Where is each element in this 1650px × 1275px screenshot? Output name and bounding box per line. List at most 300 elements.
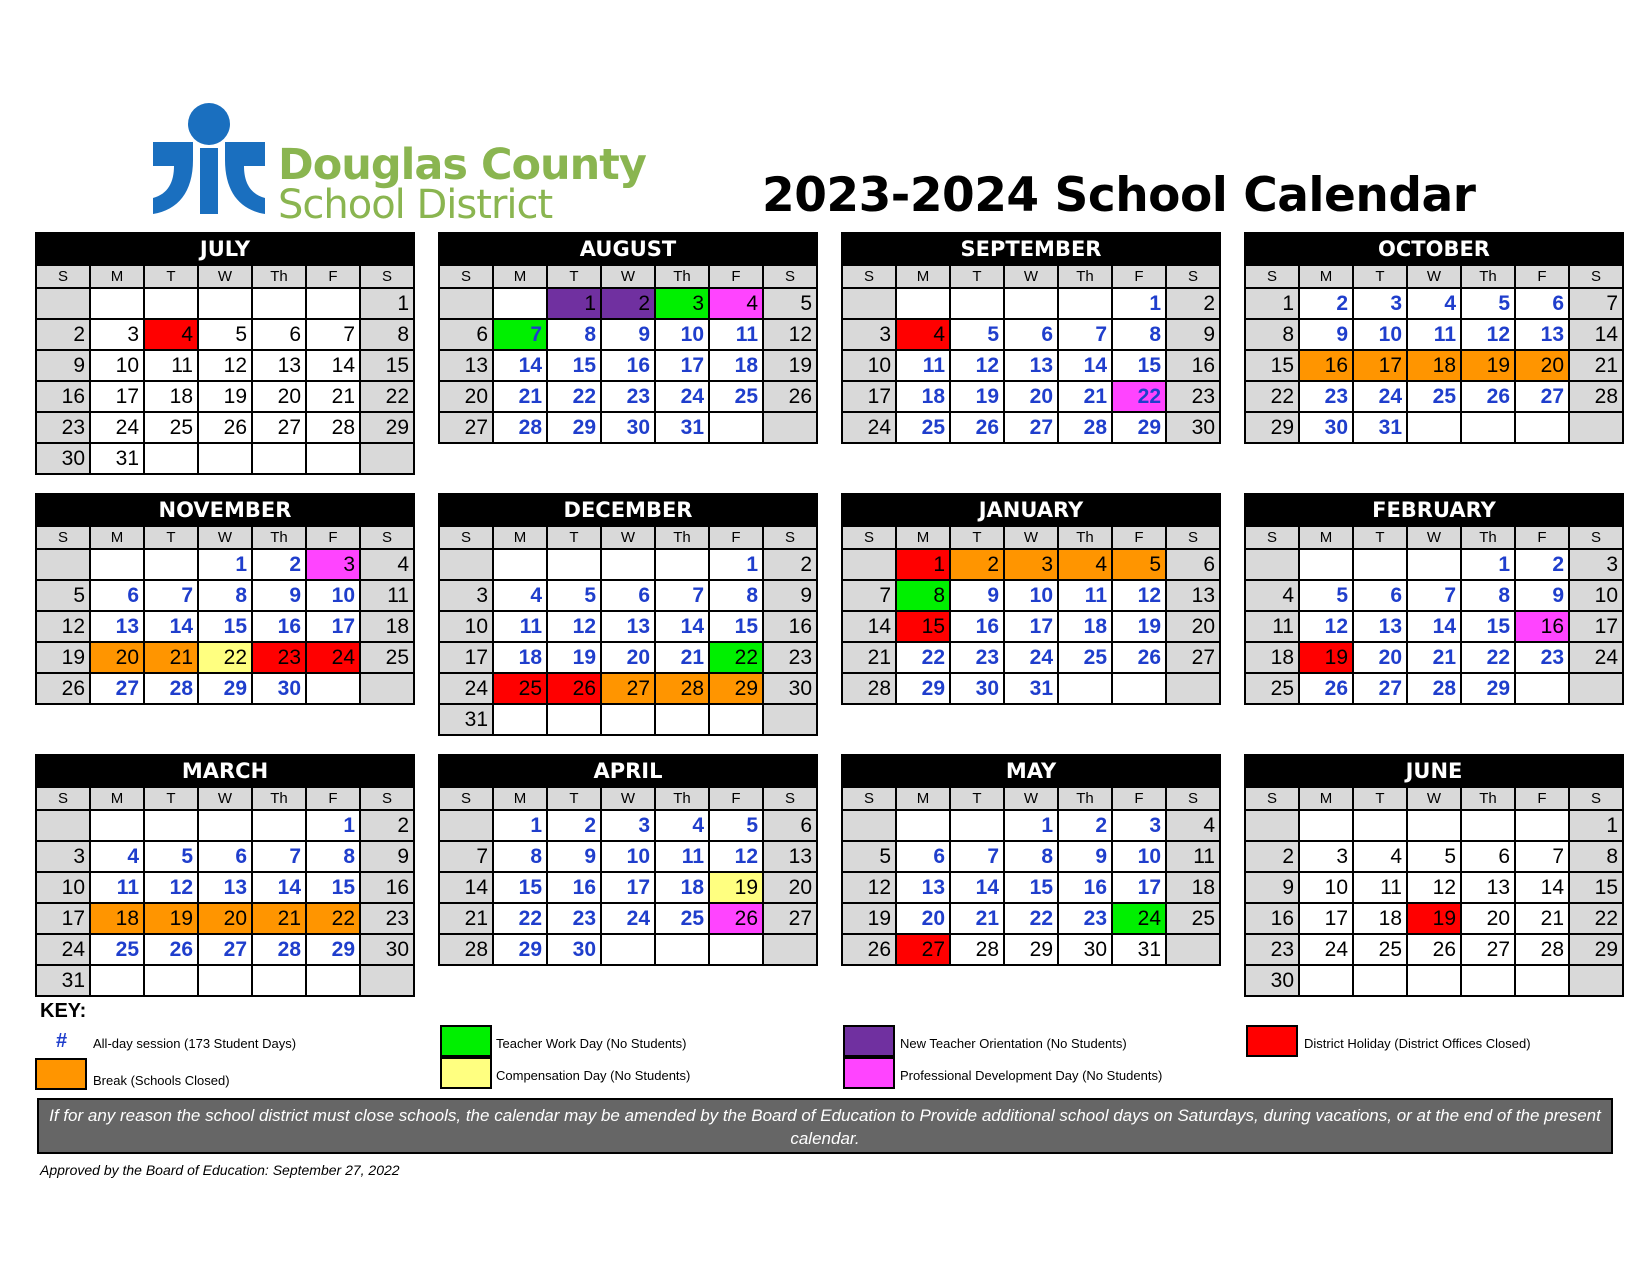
empty-day-cell — [253, 289, 305, 318]
empty-day-cell — [1246, 811, 1298, 840]
empty-day-cell — [91, 289, 143, 318]
weekday-header: S — [1246, 266, 1298, 287]
day-cell: 16 — [1516, 612, 1568, 641]
empty-day-cell — [1516, 413, 1568, 442]
day-cell: 24 — [656, 382, 708, 411]
empty-day-cell — [1570, 674, 1622, 703]
day-cell: 21 — [656, 643, 708, 672]
empty-day-cell — [764, 413, 816, 442]
empty-day-cell — [1059, 674, 1111, 703]
day-cell: 26 — [37, 674, 89, 703]
day-cell: 26 — [1462, 382, 1514, 411]
day-cell: 16 — [361, 873, 413, 902]
month-june — [1244, 754, 1624, 997]
day-cell: 12 — [843, 873, 895, 902]
month-name: SEPTEMBER — [960, 237, 1102, 261]
day-cell: 22 — [548, 382, 600, 411]
day-cell: 18 — [1408, 351, 1460, 380]
day-cell: 5 — [951, 320, 1003, 349]
empty-day-cell — [951, 811, 1003, 840]
month-grid — [37, 264, 413, 473]
key-title: KEY: — [40, 1000, 87, 1022]
month-name: DECEMBER — [563, 498, 693, 522]
day-cell: 30 — [361, 935, 413, 964]
day-cell: 20 — [440, 382, 492, 411]
day-cell: 8 — [1246, 320, 1298, 349]
weekday-header: S — [1167, 527, 1219, 548]
empty-day-cell — [1300, 966, 1352, 995]
empty-day-cell — [253, 444, 305, 473]
weekday-header: Th — [656, 527, 708, 548]
empty-day-cell — [145, 289, 197, 318]
day-cell: 15 — [1570, 873, 1622, 902]
day-cell: 28 — [145, 674, 197, 703]
day-cell: 20 — [1167, 612, 1219, 641]
weekday-header: S — [1570, 527, 1622, 548]
day-cell: 8 — [710, 581, 762, 610]
day-cell: 24 — [37, 935, 89, 964]
weekday-header: M — [1300, 788, 1352, 809]
amendment-notice: If for any reason the school district must close schools, the calendar may be amended by the Board of Education to Provide additional school days on Saturdays, during vacations, or at the end of the present calendar. — [37, 1098, 1613, 1154]
weekday-header: S — [1246, 788, 1298, 809]
weekday-header: Th — [1059, 527, 1111, 548]
day-cell: 16 — [548, 873, 600, 902]
day-cell: 2 — [548, 811, 600, 840]
day-cell: 8 — [307, 842, 359, 871]
day-cell: 8 — [1005, 842, 1057, 871]
empty-day-cell — [361, 674, 413, 703]
day-cell: 7 — [145, 581, 197, 610]
day-cell: 25 — [494, 674, 546, 703]
day-cell: 26 — [764, 382, 816, 411]
weekday-header: S — [764, 266, 816, 287]
day-cell: 28 — [307, 413, 359, 442]
month-name: FEBRUARY — [1372, 498, 1496, 522]
day-cell: 15 — [897, 612, 949, 641]
day-cell: 17 — [91, 382, 143, 411]
empty-day-cell — [37, 550, 89, 579]
district-logo-icon — [150, 102, 275, 222]
empty-day-cell — [1059, 289, 1111, 318]
empty-day-cell — [1462, 966, 1514, 995]
day-cell: 30 — [951, 674, 1003, 703]
day-cell: 7 — [253, 842, 305, 871]
day-cell: 28 — [1516, 935, 1568, 964]
day-cell: 28 — [1570, 382, 1622, 411]
day-cell: 13 — [1354, 612, 1406, 641]
day-cell: 3 — [37, 842, 89, 871]
day-cell: 20 — [602, 643, 654, 672]
empty-day-cell — [548, 705, 600, 734]
weekday-header: Th — [656, 266, 708, 287]
day-cell: 28 — [1059, 413, 1111, 442]
day-cell: 5 — [1300, 581, 1352, 610]
day-cell: 18 — [91, 904, 143, 933]
day-cell: 25 — [1246, 674, 1298, 703]
empty-day-cell — [440, 550, 492, 579]
day-cell: 6 — [253, 320, 305, 349]
day-cell: 13 — [440, 351, 492, 380]
day-cell: 12 — [548, 612, 600, 641]
day-cell: 12 — [199, 351, 251, 380]
day-cell: 26 — [199, 413, 251, 442]
day-cell: 5 — [145, 842, 197, 871]
day-cell: 3 — [307, 550, 359, 579]
day-cell: 15 — [1246, 351, 1298, 380]
weekday-header: Th — [1462, 266, 1514, 287]
day-cell: 11 — [1246, 612, 1298, 641]
day-cell: 29 — [199, 674, 251, 703]
month-december — [438, 493, 818, 736]
day-cell: 11 — [91, 873, 143, 902]
logo-text-line2: School District — [278, 182, 553, 228]
day-cell: 30 — [253, 674, 305, 703]
day-cell: 10 — [602, 842, 654, 871]
month-grid — [1246, 786, 1622, 995]
weekday-header: S — [361, 788, 413, 809]
day-cell: 16 — [1059, 873, 1111, 902]
day-cell: 14 — [494, 351, 546, 380]
day-cell: 11 — [1059, 581, 1111, 610]
day-cell: 1 — [1570, 811, 1622, 840]
day-cell: 10 — [91, 351, 143, 380]
day-cell: 23 — [548, 904, 600, 933]
day-cell: 14 — [843, 612, 895, 641]
day-cell: 14 — [951, 873, 1003, 902]
day-cell: 10 — [37, 873, 89, 902]
day-cell: 23 — [951, 643, 1003, 672]
day-cell: 5 — [1462, 289, 1514, 318]
day-cell: 1 — [710, 550, 762, 579]
day-cell: 10 — [307, 581, 359, 610]
empty-day-cell — [1300, 550, 1352, 579]
day-cell: 16 — [602, 351, 654, 380]
day-cell: 21 — [1408, 643, 1460, 672]
day-cell: 22 — [1246, 382, 1298, 411]
empty-day-cell — [1516, 674, 1568, 703]
day-cell: 21 — [1516, 904, 1568, 933]
day-cell: 15 — [199, 612, 251, 641]
empty-day-cell — [307, 674, 359, 703]
day-cell: 10 — [843, 351, 895, 380]
day-cell: 4 — [361, 550, 413, 579]
day-cell: 7 — [1059, 320, 1111, 349]
month-november — [35, 493, 415, 705]
day-cell: 6 — [1005, 320, 1057, 349]
day-cell: 1 — [494, 811, 546, 840]
day-cell: 15 — [710, 612, 762, 641]
day-cell: 17 — [1005, 612, 1057, 641]
month-grid — [440, 264, 816, 442]
weekday-header: S — [843, 527, 895, 548]
empty-day-cell — [1113, 674, 1165, 703]
weekday-header: F — [710, 527, 762, 548]
day-cell: 14 — [656, 612, 708, 641]
day-cell: 8 — [494, 842, 546, 871]
weekday-header: F — [710, 266, 762, 287]
day-cell: 25 — [1059, 643, 1111, 672]
empty-day-cell — [1516, 811, 1568, 840]
day-cell: 4 — [145, 320, 197, 349]
day-cell: 17 — [843, 382, 895, 411]
weekday-header: M — [897, 266, 949, 287]
day-cell: 15 — [494, 873, 546, 902]
day-cell: 13 — [1462, 873, 1514, 902]
empty-day-cell — [656, 935, 708, 964]
empty-day-cell — [1300, 811, 1352, 840]
day-cell: 11 — [1167, 842, 1219, 871]
day-cell: 9 — [602, 320, 654, 349]
key-compensation-label: Compensation Day (No Students) — [496, 1068, 691, 1083]
day-cell: 2 — [951, 550, 1003, 579]
logo-text-line1: Douglas County — [278, 140, 646, 190]
weekday-header: T — [548, 266, 600, 287]
day-cell: 9 — [1246, 873, 1298, 902]
day-cell: 21 — [951, 904, 1003, 933]
day-cell: 6 — [199, 842, 251, 871]
day-cell: 9 — [253, 581, 305, 610]
day-cell: 11 — [494, 612, 546, 641]
day-cell: 23 — [1516, 643, 1568, 672]
empty-day-cell — [843, 550, 895, 579]
day-cell: 3 — [1300, 842, 1352, 871]
day-cell: 5 — [764, 289, 816, 318]
key-compensation-swatch — [440, 1057, 492, 1089]
day-cell: 11 — [656, 842, 708, 871]
weekday-header: F — [307, 788, 359, 809]
day-cell: 16 — [37, 382, 89, 411]
day-cell: 17 — [602, 873, 654, 902]
day-cell: 28 — [1408, 674, 1460, 703]
day-cell: 29 — [1113, 413, 1165, 442]
empty-day-cell — [494, 289, 546, 318]
day-cell: 18 — [897, 382, 949, 411]
day-cell: 16 — [1300, 351, 1352, 380]
day-cell: 27 — [1167, 643, 1219, 672]
day-cell: 22 — [897, 643, 949, 672]
weekday-header: W — [602, 788, 654, 809]
day-cell: 13 — [602, 612, 654, 641]
day-cell: 31 — [1354, 413, 1406, 442]
day-cell: 19 — [37, 643, 89, 672]
day-cell: 5 — [37, 581, 89, 610]
day-cell: 22 — [1570, 904, 1622, 933]
day-cell: 25 — [1167, 904, 1219, 933]
day-cell: 11 — [1354, 873, 1406, 902]
weekday-header: W — [1408, 527, 1460, 548]
weekday-header: M — [1300, 527, 1352, 548]
day-cell: 23 — [37, 413, 89, 442]
day-cell: 1 — [1246, 289, 1298, 318]
day-cell: 23 — [361, 904, 413, 933]
day-cell: 19 — [145, 904, 197, 933]
day-cell: 21 — [843, 643, 895, 672]
day-cell: 19 — [843, 904, 895, 933]
weekday-header: S — [1167, 788, 1219, 809]
empty-day-cell — [440, 289, 492, 318]
weekday-header: M — [494, 527, 546, 548]
empty-day-cell — [710, 705, 762, 734]
day-cell: 24 — [843, 413, 895, 442]
month-name: NOVEMBER — [158, 498, 292, 522]
day-cell: 9 — [1167, 320, 1219, 349]
month-february — [1244, 493, 1624, 705]
empty-day-cell — [710, 935, 762, 964]
day-cell: 16 — [764, 612, 816, 641]
day-cell: 29 — [897, 674, 949, 703]
empty-day-cell — [199, 811, 251, 840]
empty-day-cell — [361, 444, 413, 473]
day-cell: 26 — [951, 413, 1003, 442]
weekday-header: Th — [1462, 527, 1514, 548]
day-cell: 4 — [1167, 811, 1219, 840]
weekday-header: F — [307, 266, 359, 287]
day-cell: 31 — [440, 705, 492, 734]
day-cell: 31 — [91, 444, 143, 473]
day-cell: 22 — [199, 643, 251, 672]
day-cell: 18 — [1354, 904, 1406, 933]
weekday-header: M — [91, 527, 143, 548]
day-cell: 12 — [1113, 581, 1165, 610]
day-cell: 19 — [1113, 612, 1165, 641]
empty-day-cell — [1167, 935, 1219, 964]
key-prof-dev-label: Professional Development Day (No Students) — [900, 1068, 1163, 1083]
empty-day-cell — [145, 811, 197, 840]
day-cell: 7 — [656, 581, 708, 610]
weekday-header: T — [1354, 527, 1406, 548]
day-cell: 6 — [602, 581, 654, 610]
day-cell: 12 — [1408, 873, 1460, 902]
day-cell: 6 — [897, 842, 949, 871]
day-cell: 23 — [764, 643, 816, 672]
day-cell: 15 — [1113, 351, 1165, 380]
weekday-header: M — [494, 788, 546, 809]
day-cell: 3 — [1570, 550, 1622, 579]
day-cell: 21 — [494, 382, 546, 411]
day-cell: 14 — [440, 873, 492, 902]
key-prof-dev-swatch — [843, 1057, 895, 1089]
empty-day-cell — [1354, 550, 1406, 579]
all-day-session-symbol: # — [56, 1030, 68, 1052]
day-cell: 22 — [307, 904, 359, 933]
key-all-day-label: All-day session (173 Student Days) — [93, 1036, 297, 1051]
day-cell: 18 — [361, 612, 413, 641]
day-cell: 22 — [361, 382, 413, 411]
day-cell: 25 — [91, 935, 143, 964]
key-holiday-label: District Holiday (District Offices Closed) — [1304, 1036, 1531, 1051]
day-cell: 1 — [1462, 550, 1514, 579]
weekday-header: S — [1246, 527, 1298, 548]
day-cell: 29 — [494, 935, 546, 964]
day-cell: 27 — [1354, 674, 1406, 703]
day-cell: 7 — [307, 320, 359, 349]
key-holiday-swatch — [1246, 1025, 1298, 1057]
weekday-header: T — [951, 788, 1003, 809]
day-cell: 1 — [897, 550, 949, 579]
day-cell: 4 — [897, 320, 949, 349]
day-cell: 6 — [1167, 550, 1219, 579]
day-cell: 30 — [1300, 413, 1352, 442]
weekday-header: M — [1300, 266, 1352, 287]
day-cell: 27 — [602, 674, 654, 703]
day-cell: 5 — [843, 842, 895, 871]
empty-day-cell — [37, 811, 89, 840]
key-new-teacher-swatch — [843, 1025, 895, 1057]
empty-day-cell — [656, 705, 708, 734]
day-cell: 19 — [548, 643, 600, 672]
day-cell: 19 — [951, 382, 1003, 411]
day-cell: 15 — [1005, 873, 1057, 902]
day-cell: 19 — [1300, 643, 1352, 672]
day-cell: 28 — [951, 935, 1003, 964]
month-may — [841, 754, 1221, 966]
day-cell: 15 — [548, 351, 600, 380]
day-cell: 11 — [361, 581, 413, 610]
month-name: MARCH — [181, 759, 269, 783]
weekday-header: F — [1516, 266, 1568, 287]
day-cell: 13 — [199, 873, 251, 902]
weekday-header: Th — [1059, 788, 1111, 809]
day-cell: 28 — [843, 674, 895, 703]
month-august — [438, 232, 818, 444]
day-cell: 21 — [1570, 351, 1622, 380]
weekday-header: T — [951, 266, 1003, 287]
month-grid — [843, 786, 1219, 964]
empty-day-cell — [1408, 413, 1460, 442]
day-cell: 5 — [1113, 550, 1165, 579]
day-cell: 24 — [1354, 382, 1406, 411]
day-cell: 12 — [1462, 320, 1514, 349]
weekday-header: F — [1516, 527, 1568, 548]
day-cell: 19 — [1462, 351, 1514, 380]
day-cell: 30 — [1246, 966, 1298, 995]
weekday-header: S — [440, 788, 492, 809]
empty-day-cell — [199, 289, 251, 318]
empty-day-cell — [548, 550, 600, 579]
day-cell: 8 — [361, 320, 413, 349]
day-cell: 15 — [1462, 612, 1514, 641]
day-cell: 26 — [145, 935, 197, 964]
day-cell: 14 — [1570, 320, 1622, 349]
day-cell: 10 — [1300, 873, 1352, 902]
weekday-header: W — [199, 266, 251, 287]
day-cell: 25 — [897, 413, 949, 442]
day-cell: 27 — [199, 935, 251, 964]
weekday-header: S — [361, 527, 413, 548]
day-cell: 2 — [1300, 289, 1352, 318]
day-cell: 13 — [1005, 351, 1057, 380]
day-cell: 30 — [1059, 935, 1111, 964]
day-cell: 18 — [145, 382, 197, 411]
weekday-header: S — [37, 266, 89, 287]
day-cell: 24 — [1113, 904, 1165, 933]
day-cell: 7 — [440, 842, 492, 871]
day-cell: 28 — [656, 674, 708, 703]
day-cell: 17 — [1354, 351, 1406, 380]
day-cell: 5 — [548, 581, 600, 610]
day-cell: 4 — [1059, 550, 1111, 579]
day-cell: 14 — [1408, 612, 1460, 641]
empty-day-cell — [1005, 289, 1057, 318]
empty-day-cell — [1354, 966, 1406, 995]
day-cell: 26 — [843, 935, 895, 964]
empty-day-cell — [307, 966, 359, 995]
day-cell: 11 — [897, 351, 949, 380]
empty-day-cell — [1462, 811, 1514, 840]
day-cell: 1 — [307, 811, 359, 840]
empty-day-cell — [91, 811, 143, 840]
weekday-header: S — [764, 527, 816, 548]
